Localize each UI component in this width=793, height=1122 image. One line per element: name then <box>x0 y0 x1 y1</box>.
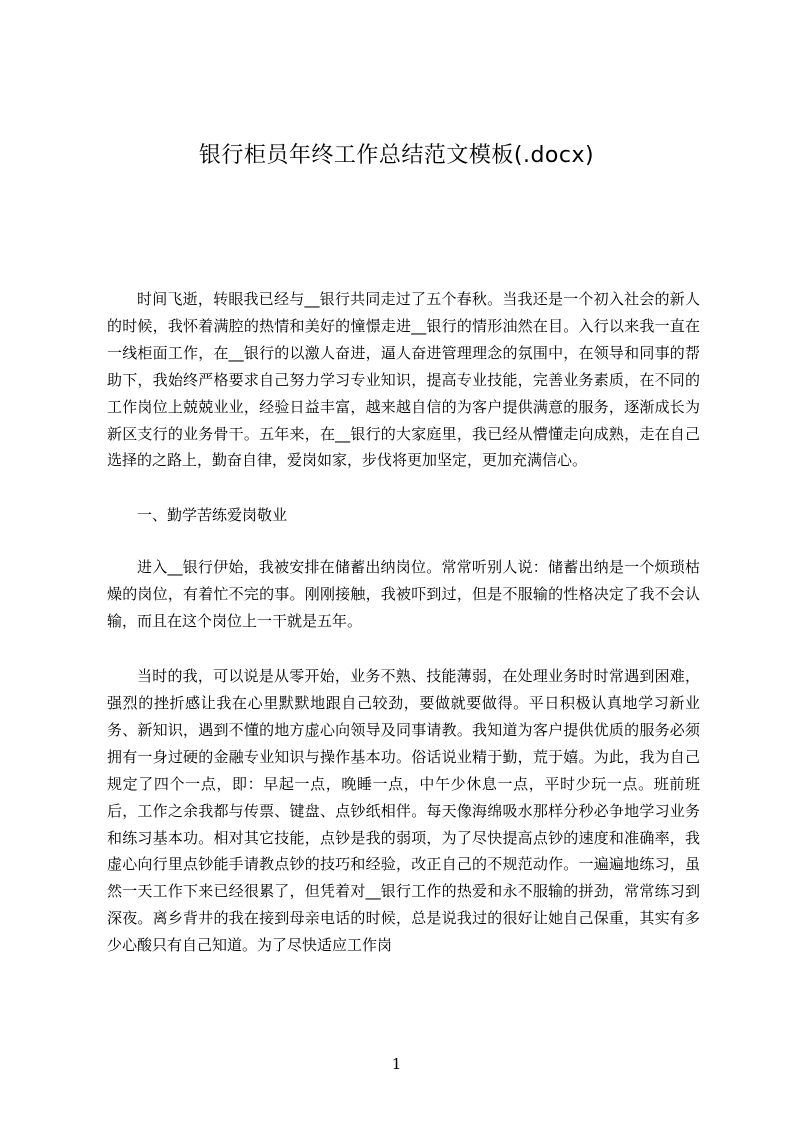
section-heading: 一、勤学苦练爱岗敬业 <box>137 506 288 525</box>
section-paragraph-1: 进入__银行伊始，我被安排在储蓄出纳岗位。常常听别人说：储蓄出纳是一个烦琐枯燥的岗位，有着忙不完的事。刚刚接触，我被吓到过，但是不服输的性格决定了我不会认输，而且在这个岗位上一干就是五年。 <box>107 558 700 631</box>
page-number: 1 <box>391 1055 402 1073</box>
intro-paragraph: 时间飞逝，转眼我已经与__银行共同走过了五个春秋。当我还是一个初入社会的新人的时候，我怀着满腔的热情和美好的憧憬走进__银行的情形油然在目。入行以来我一直在一线柜面工作，在__银行的以激人奋进，逼人奋进管理理念的氛围中，在领导和同事的帮助下，我始终严格要求自己努力学习专业知识，提高专业技能，完善业务素质，在不同的工作岗位上兢兢业业，经验日益丰富，越来越自信的为客户提供满意的服务，逐渐成长为新区支行的业务骨干。五年来，在__银行的大家庭里，我已经从懵懂走向成熟，走在自己选择的之路上，勤奋自律，爱岗如家，步伐将更加坚定，更加充满信心。 <box>107 290 700 470</box>
document-body <box>107 286 700 987</box>
document-title: 银行柜员年终工作总结范文模板(.docx) <box>198 143 595 168</box>
section-paragraph-2: 当时的我，可以说是从零开始，业务不熟、技能薄弱，在处理业务时时常遇到困难，强烈的挫折感让我在心里默默地跟自己较劲，要做就要做得。平日积极认真地学习新业务、新知识，遇到不懂的地方虚心向领导及同事请教。我知道为客户提供优质的服务必须拥有一身过硬的金融专业知识与操作基本功。俗话说业精于勤，荒于嬉。为此，我为自己规定了四个一点，即：早起一点，晚睡一点，中午少休息一点，平时少玩一点。班前班后，工作之余我都与传票、键盘、点钞纸相伴。每天像海绵吸水那样分秒必争地学习业务和练习基本功。相对其它技能，点钞是我的弱项，为了尽快提高点钞的速度和准确率，我虚心向行里点钞能手请教点钞的技巧和经验，改正自己的不规范动作。一遍遍地练习，虽然一天工作下来已经很累了，但凭着对__银行工作的热爱和永不服输的拼劲，常常练习到深夜。离乡背井的我在接到母亲电话的时候，总是说我过的很好让她自己保重，其实有多少心酸只有自己知道。为了尽快适应工作岗 <box>107 667 700 955</box>
